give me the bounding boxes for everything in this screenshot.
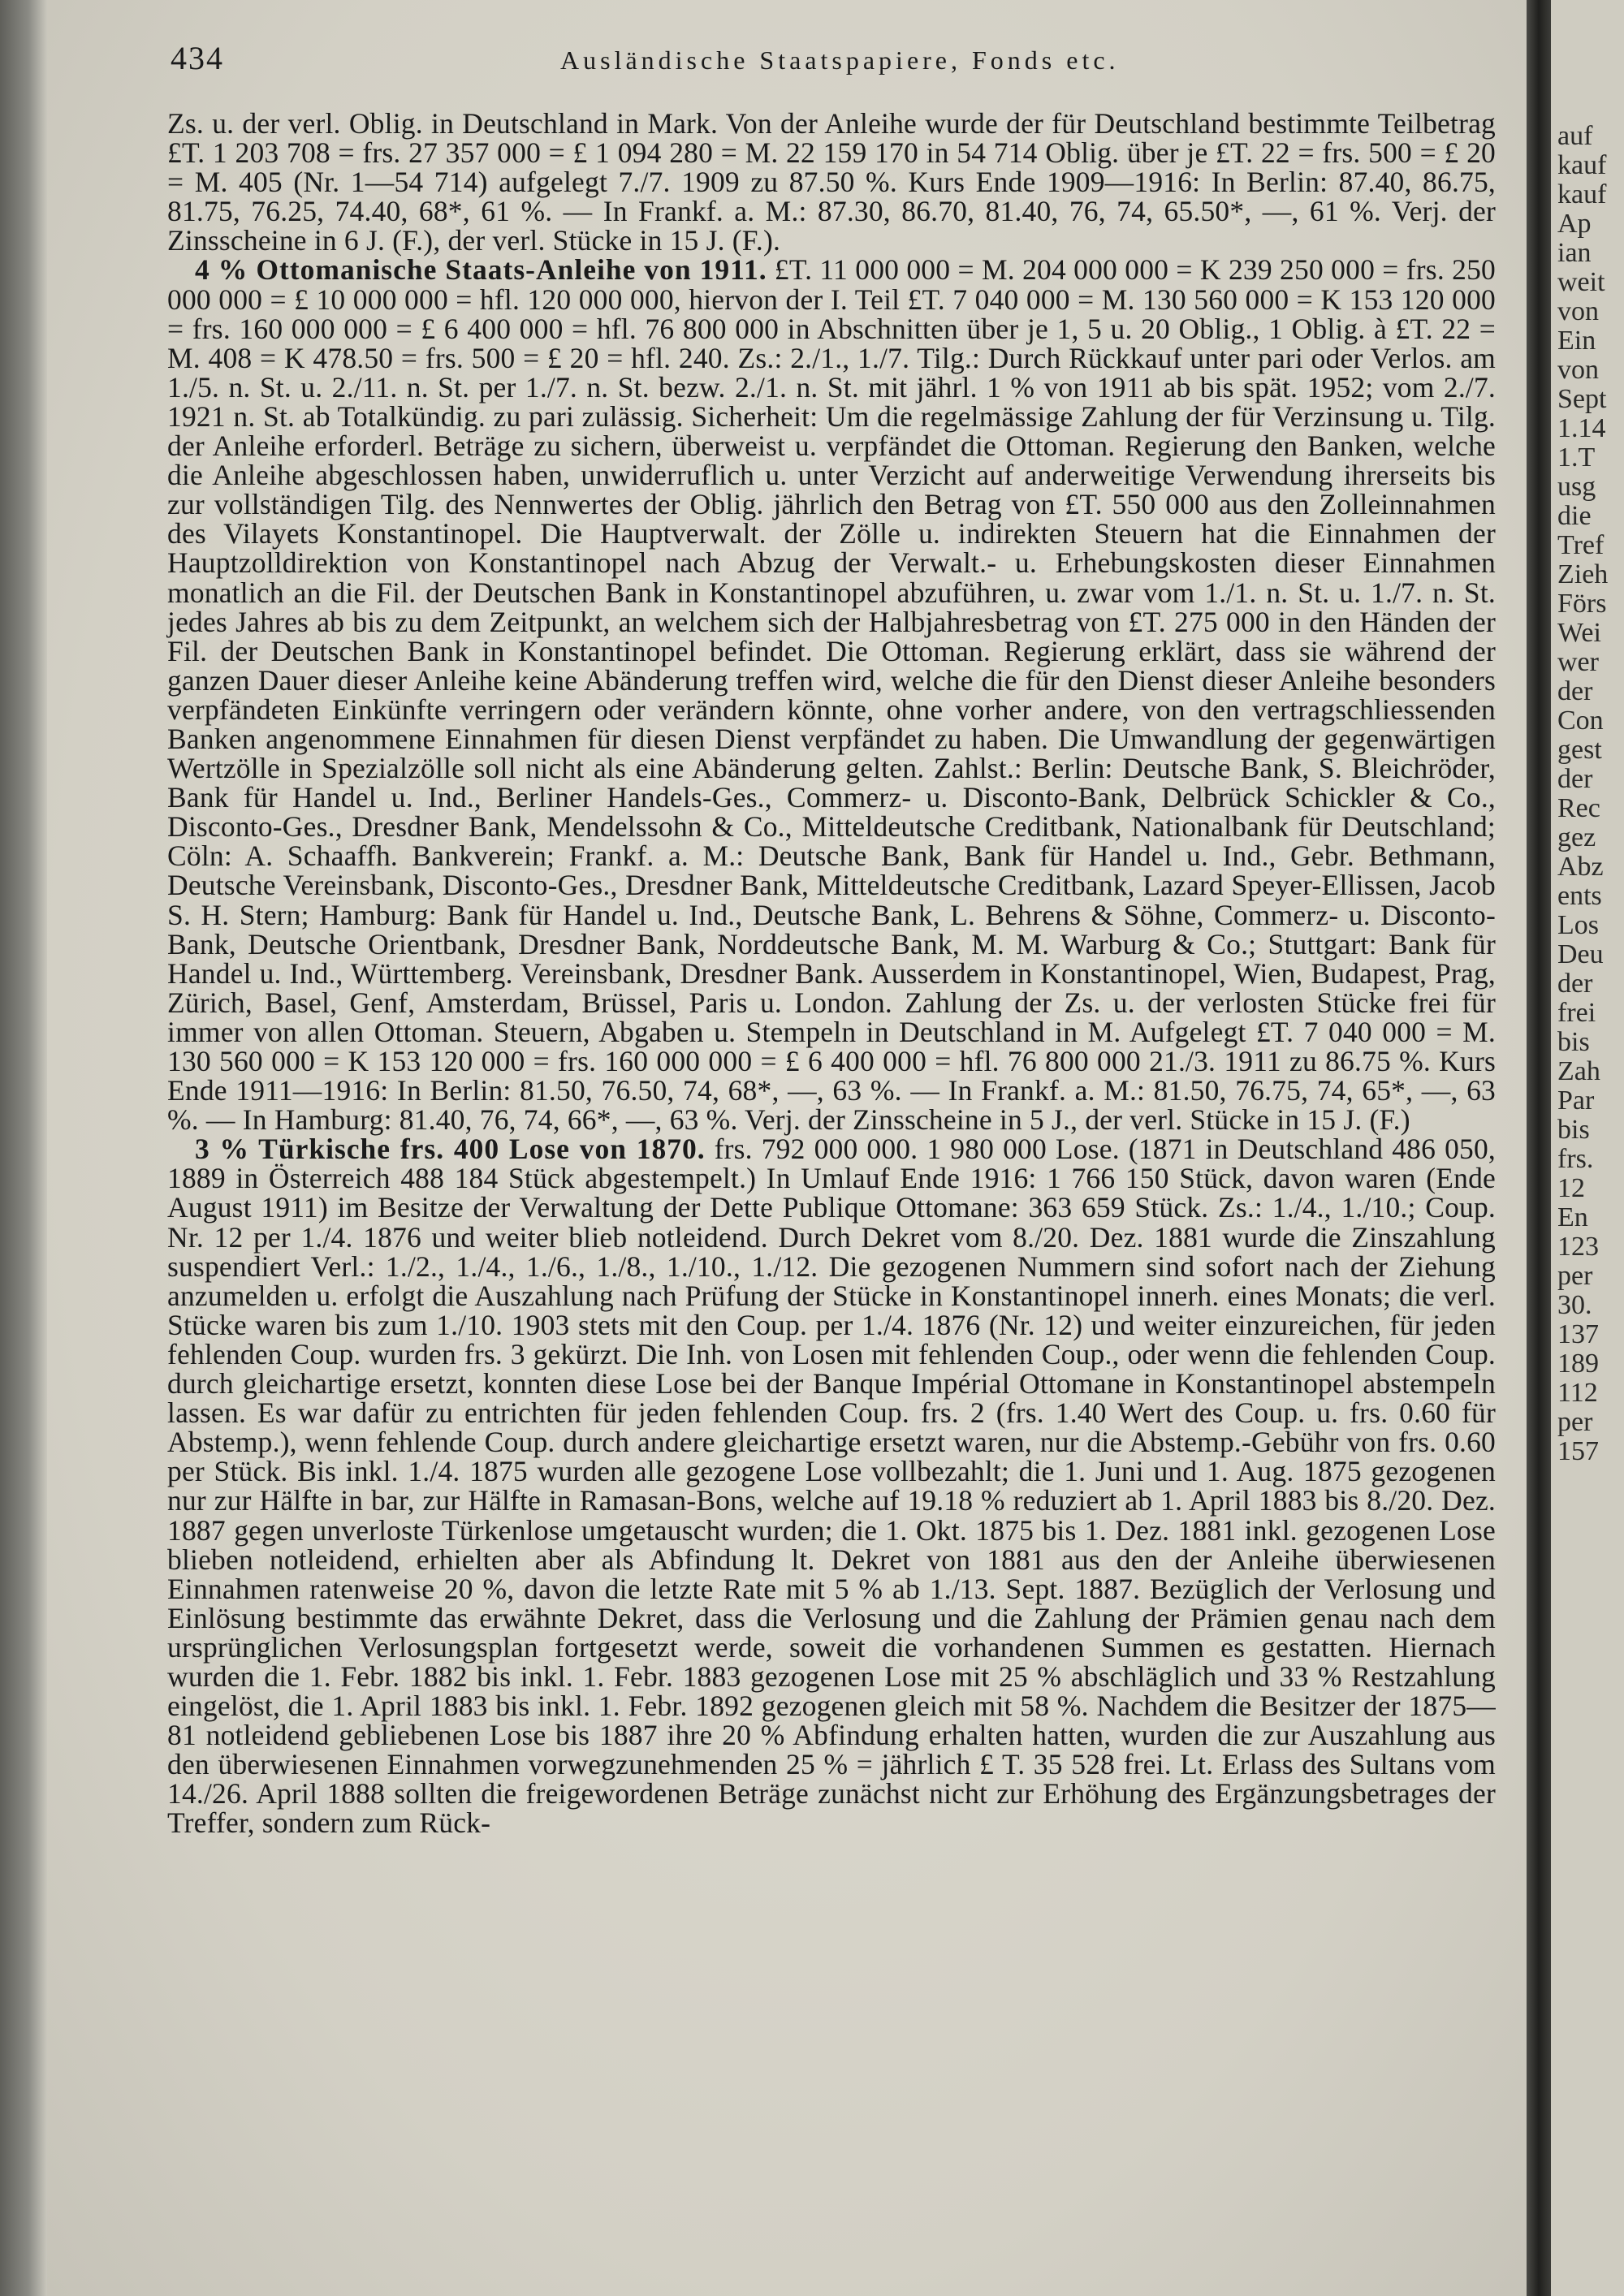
next-page-text-fragment: gest	[1557, 735, 1602, 765]
page-header	[171, 39, 1502, 80]
next-page-text-fragment: 137	[1557, 1319, 1599, 1349]
paragraph-text: Zs. u. der verl. Oblig. in Deutschland in Mark. Von der Anleihe wurde der für Deutschland bestimmte Teilbetrag £T. 1 203 708 = frs. 27 357 000 = £ 1 094 280 = M. 22 159 170 in 54 714 Oblig. über je £T. 22 = frs. 500 = £ 20 = M. 405 (Nr. 1—54 714) aufgelegt 7./7. 1909 zu 87.50 %. Kurs Ende 1909—1916: In Berlin: 87.40, 86.75, 81.75, 76.25, 74.40, 68*, 61 %. — In Frankf. a. M.: 87.30, 86.70, 81.40, 76, 74, 65.50*, —, 61 %. Verj. der Zinsscheine in 6 J. (F.), der verl. Stücke in 15 J. (F.).	[167, 107, 1496, 257]
next-page-text-fragment: weit	[1557, 267, 1605, 297]
left-page-edge	[0, 0, 47, 2296]
next-page-text-fragment: der	[1557, 676, 1593, 706]
next-page-text-fragment: ents	[1557, 881, 1602, 911]
next-page-text-fragment: 1.14	[1557, 413, 1606, 443]
next-page-text-fragment: Rec	[1557, 793, 1600, 823]
next-page-text-fragment: auf	[1557, 121, 1593, 151]
running-title: Ausländische Staatspapiere, Fonds etc.	[560, 45, 1120, 75]
next-page-text-fragment: bis	[1557, 1115, 1590, 1145]
paragraph	[167, 253, 1496, 1137]
entry-heading: 3 % Türkische frs. 400 Lose von 1870.	[195, 1133, 706, 1166]
next-page-text-fragment: von	[1557, 355, 1599, 385]
next-page-text-fragment: Sept	[1557, 384, 1607, 414]
next-page-text-fragment: per	[1557, 1261, 1593, 1291]
next-page-text-fragment: Ein	[1557, 326, 1596, 356]
next-page-text-fragment: 1.T	[1557, 442, 1596, 473]
next-page-text-fragment: per	[1557, 1407, 1593, 1437]
next-page-text-fragment: von	[1557, 296, 1599, 326]
next-page-text-fragment: usg	[1557, 472, 1596, 502]
next-page-text-fragment: die	[1557, 501, 1592, 531]
book-gutter	[1527, 0, 1551, 2296]
paragraph	[167, 1133, 1496, 1840]
next-page-text-fragment: Con	[1557, 706, 1604, 736]
next-page-text-fragment: Abz	[1557, 852, 1604, 882]
next-page-text-fragment: 189	[1557, 1349, 1599, 1379]
paragraph	[167, 109, 1496, 255]
next-page-fragment	[1551, 0, 1624, 2296]
next-page-text-fragment: Ap	[1557, 209, 1592, 239]
next-page-text-fragment: Zieh	[1557, 559, 1609, 589]
next-page-text-fragment: Zah	[1557, 1056, 1600, 1086]
next-page-text-fragment: frei	[1557, 998, 1596, 1028]
next-page-text-fragment: 30.	[1557, 1290, 1592, 1320]
next-page-text-fragment: gez	[1557, 822, 1596, 852]
next-page-text-fragment: 123	[1557, 1232, 1599, 1262]
paragraph-text: £T. 11 000 000 = M. 204 000 000 = K 239 250 000 = frs. 250 000 000 = £ 10 000 000 = hfl. 120 000 000, hiervon der I. Teil £T. 7 040 000 = M. 130 560 000 = K 153 120 000 = frs. 160 000 000 = £ 6 400 000 = hfl. 76 800 000 in Abschnitten über je 1, 5 u. 20 Oblig., 1 Oblig. à £T. 22 = M. 408 = K 478.50 = frs. 500 = £ 20 = hfl. 240. Zs.: 2./1., 1./7. Tilg.: Durch Rückkauf unter pari oder Verlos. am 1./5. n. St. u. 2./11. n. St. per 1./7. n. St. bezw. 2./1. n. St. mit jährl. 1 % von 1911 ab bis spät. 1952; vom 2./7. 1921 n. St. ab Totalkündig. zu pari zulässig. Sicherheit: Um die regelmässige Zahlung der für Verzinsung u. Tilg. der Anleihe erforderl. Beträge zu sichern, überweist u. verpfändet die Ottoman. Regierung den Banken, welche die Anleihe abgeschlossen haben, unwiderruflich u. unter Verzicht auf anderweitige Verwendung ihrerseits bis zur vollständigen Tilg. des Nennwertes der Oblig. jährlich den Betrag von £T. 550 000 aus den Zolleinnahmen des Vilayets Konstantinopel. Die Hauptverwalt. der Zölle u. indirekten Steuern hat die Einnahmen der Hauptzolldirektion von Konstantinopel nach Abzug der Verwalt.- u. Erhebungskosten dieser Einnahmen monatlich an die Fil. der Deutschen Bank in Konstantinopel abzuführen, u. zwar vom 1./1. n. St. u. 1./7. n. St. jedes Jahres ab bis zu dem Zeitpunkt, an welchem sich der Halbjahresbetrag von £T. 275 000 in den Händen der Fil. der Deutschen Bank in Konstantinopel befindet. Die Ottoman. Regierung erklärt, dass sie während der ganzen Dauer dieser Anleihe keine Abänderung treffen wird, welche die für den Dienst dieser Anleihe besonders verpfändeten Einkünfte verringern oder verändern könnte, ohne vorher andere, von den vertragschliessenden Banken angenommene Einnahmen für diesen Dienst verpfändet zu haben. Die Umwandlung der gegenwärtigen Wertzölle in Spezialzölle soll nicht als eine Abänderung gelten. Zahlst.: Berlin: Deutsche Bank, S. Bleichröder, Bank für Handel u. Ind., Berliner Handels-Ges., Commerz- u. Disconto-Bank, Delbrück Schickler & Co., Disconto-Ges., Dresdner Bank, Mendelssohn & Co., Mitteldeutsche Creditbank, Nationalbank für Deutschland; Cöln: A. Schaaffh. Bankverein; Frankf. a. M.: Deutsche Bank, Bank für Handel u. Ind., Gebr. Bethmann, Deutsche Vereinsbank, Disconto-Ges., Dresdner Bank, Mitteldeutsche Creditbank, Lazard Speyer-Ellissen, Jacob S. H. Stern; Hamburg: Bank für Handel u. Ind., Deutsche Bank, L. Behrens & Söhne, Commerz- u. Disconto-Bank, Deutsche Orientbank, Dresdner Bank, Norddeutsche Bank, M. M. Warburg & Co.; Stuttgart: Bank für Handel u. Ind., Württemberg. Vereinsbank, Dresdner Bank. Ausserdem in Konstantinopel, Wien, Budapest, Prag, Zürich, Basel, Genf, Amsterdam, Brüssel, Paris u. London. Zahlung der Zs. u. der verlosten Stücke frei für immer von allen Ottoman. Steuern, Abgaben u. Stempeln in Deutschland in M. Aufgelegt £T. 7 040 000 = M. 130 560 000 = K 153 120 000 = frs. 160 000 000 = £ 6 400 000 = hfl. 76 800 000 21./3. 1911 zu 86.75 %. Kurs Ende 1911—1916: In Berlin: 81.50, 76.50, 74, 68*, —, 63 %. — In Frankf. a. M.: 81.50, 76.75, 74, 65*, —, 63 %. — In Hamburg: 81.40, 76, 74, 66*, —, 63 %. Verj. der Zinsscheine in 5 J., der verl. Stücke in 15 J. (F.)	[167, 253, 1496, 1137]
next-page-text-fragment: Wei	[1557, 618, 1601, 648]
next-page-text-fragment: ian	[1557, 238, 1592, 268]
next-page-text-fragment: wer	[1557, 647, 1599, 677]
paragraph-text: frs. 792 000 000. 1 980 000 Lose. (1871 in Deutschland 486 050, 1889 in Österreich 488 184 Stück abgestempelt.) In Umlauf Ende 1916: 1 766 150 Stück, davon waren (Ende August 1911) im Besitze der Verwaltung der Dette Publique Ottomane: 363 659 Stück. Zs.: 1./4., 1./10.; Coup. Nr. 12 per 1./4. 1876 und weiter blieb notleidend. Durch Dekret vom 8./20. Dez. 1881 wurde die Zinszahlung suspendiert Verl.: 1./2., 1./4., 1./6., 1./8., 1./10., 1./12. Die gezogenen Nummern sind sofort nach der Ziehung anzumelden u. erfolgt die Auszahlung nach Prüfung der Stücke in Konstantinopel innerh. eines Monats; die verl. Stücke waren bis zum 1./10. 1903 stets mit den Coup. per 1./4. 1876 (Nr. 12) und weiter einzureichen, für jeden fehlenden Coup. wurden frs. 3 gekürzt. Die Inh. von Losen mit fehlenden Coup., oder wenn die fehlenden Coup. durch gleichartige ersetzt, konnten diese Lose bei der Banque Impérial Ottomane in Konstantinopel abstempeln lassen. Es war dafür zu entrichten für jeden fehlenden Coup. frs. 2 (frs. 1.40 Wert des Coup. u. frs. 0.60 für Abstemp.), wenn fehlende Coup. durch andere gleichartige ersetzt waren, nur die Abstemp.-Gebühr von frs. 0.60 per Stück. Bis inkl. 1./4. 1875 wurden alle gezogene Lose vollbezahlt; die 1. Juni und 1. Aug. 1875 gezogenen nur zur Hälfte in bar, zur Hälfte in Ramasan-Bons, welche auf 19.18 % reduziert ab 1. April 1883 bis 8./20. Dez. 1887 gegen unverloste Türkenlose umgetauscht wurden; die 1. Okt. 1875 bis 1. Dez. 1881 inkl. gezogenen Lose blieben notleidend, erhielten aber als Abfindung lt. Dekret von 1881 aus den der Anleihe überwiesenen Einnahmen ratenweise 20 %, davon die letzte Rate mit 5 % ab 1./13. Sept. 1887. Bezüglich der Verlosung und Einlösung bestimmte das erwähnte Dekret, dass die Verlosung und die Zahlung der Prämien genau nach dem ursprünglichen Verlosungsplan fortgesetzt werde, soweit die vorhandenen Summen es gestatten. Hiernach wurden die 1. Febr. 1882 bis inkl. 1. Febr. 1883 gezogenen Lose mit 25 % abschläglich und 33 % Restzahlung eingelöst, die 1. April 1883 bis inkl. 1. Febr. 1892 gezogenen gleich mit 58 %. Nachdem die Besitzer der 1875—81 notleidend gebliebenen Lose bis 1887 ihre 20 % Abfindung erhalten hatten, wurden die zur Auszahlung aus den überwiesenen Einnahmen vorwegzunehmenden 25 % = jährlich £ T. 35 528 frei. Lt. Erlass des Sultans vom 14./26. April 1888 sollten die freigewordenen Beträge zunächst nicht zur Erhöhung des Ergänzungsbetrages der Treffer, sondern zum Rück-	[167, 1133, 1496, 1840]
next-page-text-fragment: En	[1557, 1202, 1588, 1232]
next-page-text-fragment: Deu	[1557, 939, 1604, 969]
entry-heading: 4 % Ottomanische Staats-Anleihe von 1911.	[195, 253, 767, 287]
next-page-text-fragment: Los	[1557, 910, 1599, 940]
next-page-text-fragment: kauf	[1557, 179, 1607, 209]
next-page-text-fragment: bis	[1557, 1027, 1590, 1057]
next-page-text-fragment: der	[1557, 764, 1593, 794]
next-page-text-fragment: frs.	[1557, 1144, 1594, 1174]
next-page-text-fragment: 157	[1557, 1436, 1599, 1466]
next-page-text-fragment: kauf	[1557, 150, 1607, 180]
next-page-text-fragment: 12	[1557, 1173, 1585, 1203]
page-number: 434	[171, 40, 224, 76]
body-text	[167, 109, 1496, 1838]
next-page-text-fragment: Par	[1557, 1085, 1595, 1116]
next-page-text-fragment: Tref	[1557, 530, 1605, 560]
next-page-text-fragment: der	[1557, 969, 1593, 999]
next-page-text-fragment: 112	[1557, 1378, 1598, 1408]
next-page-text-fragment: Förs	[1557, 589, 1607, 619]
